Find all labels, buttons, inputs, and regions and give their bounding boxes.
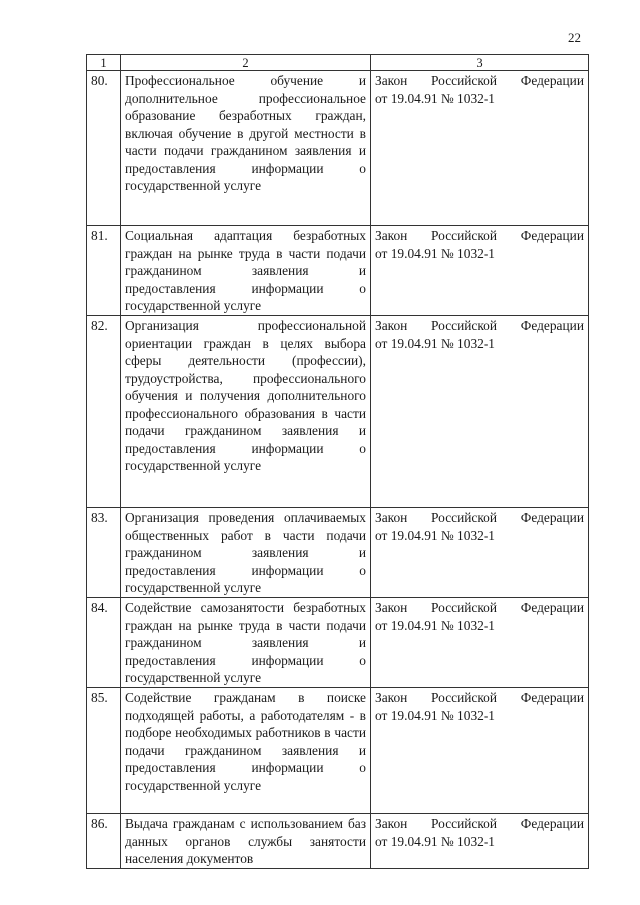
law-title: Закон Российской Федерации — [375, 816, 584, 831]
service-description: Содействие самозанятости безработных граждан на рынке труда в части подачи гражданином заявления и предоставления информации о государственной услуге — [121, 598, 371, 688]
service-description: Организация профессиональной ориентации граждан в целях выбора сферы деятельности (профессии), трудоустройства, профессионального обучения и получения дополнительного профессионального образования в части подачи гражданином заявления и предоставления информации о государственной услуге — [121, 316, 371, 508]
table-row — [87, 71, 589, 226]
page-number: 22 — [568, 30, 581, 45]
legal-basis — [371, 316, 589, 508]
table-row — [87, 508, 589, 598]
service-description: Профессиональное обучение и дополнительное профессиональное образование безработных граждан, включая обучение в другой местности в части подачи гражданином заявления и предоставления информации о государственной услуге — [121, 71, 371, 226]
row-number: 82. — [87, 316, 121, 508]
service-description: Выдача гражданам с использованием баз данных органов службы занятости населения документов — [121, 814, 371, 869]
law-reference: от 19.04.91 № 1032-1 — [375, 335, 495, 351]
table-row — [87, 226, 589, 316]
header-col-3: 3 — [371, 55, 589, 71]
law-reference: от 19.04.91 № 1032-1 — [375, 833, 495, 849]
service-description: Содействие гражданам в поиске подходящей работы, а работодателям - в подборе необходимых работников в части подачи гражданином заявления и предоставления информации о государственной услуге — [121, 688, 371, 814]
row-number: 80. — [87, 71, 121, 226]
row-number: 85. — [87, 688, 121, 814]
table-row — [87, 598, 589, 688]
table-header-row — [87, 55, 589, 71]
header-col-2: 2 — [121, 55, 371, 71]
row-number: 81. — [87, 226, 121, 316]
law-reference: от 19.04.91 № 1032-1 — [375, 707, 495, 723]
law-title: Закон Российской Федерации — [375, 510, 584, 525]
table-row — [87, 688, 589, 814]
row-number: 83. — [87, 508, 121, 598]
row-number: 86. — [87, 814, 121, 869]
law-reference: от 19.04.91 № 1032-1 — [375, 527, 495, 543]
law-reference: от 19.04.91 № 1032-1 — [375, 90, 495, 106]
table-row — [87, 814, 589, 869]
legal-basis — [371, 508, 589, 598]
legal-basis — [371, 598, 589, 688]
service-description: Организация проведения оплачиваемых общественных работ в части подачи гражданином заявления и предоставления информации о государственной услуге — [121, 508, 371, 598]
services-table — [86, 54, 589, 869]
law-title: Закон Российской Федерации — [375, 690, 584, 705]
law-reference: от 19.04.91 № 1032-1 — [375, 245, 495, 261]
legal-basis — [371, 71, 589, 226]
law-title: Закон Российской Федерации — [375, 600, 584, 615]
law-reference: от 19.04.91 № 1032-1 — [375, 617, 495, 633]
row-number: 84. — [87, 598, 121, 688]
law-title: Закон Российской Федерации — [375, 318, 584, 333]
header-col-1: 1 — [87, 55, 121, 71]
legal-basis — [371, 814, 589, 869]
legal-basis — [371, 688, 589, 814]
service-description: Социальная адаптация безработных граждан на рынке труда в части подачи гражданином заявления и предоставления информации о государственной услуге — [121, 226, 371, 316]
law-title: Закон Российской Федерации — [375, 228, 584, 243]
law-title: Закон Российской Федерации — [375, 73, 584, 88]
table-row — [87, 316, 589, 508]
legal-basis — [371, 226, 589, 316]
